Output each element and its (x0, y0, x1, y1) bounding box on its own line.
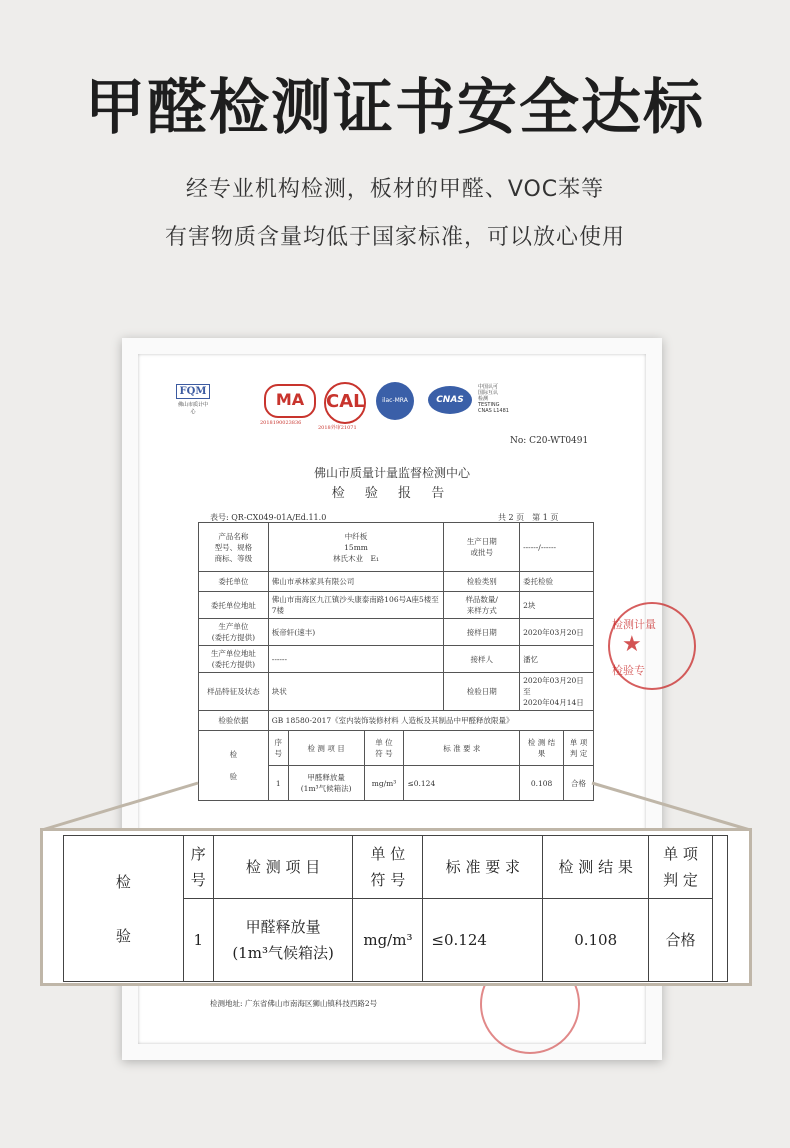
cnas-text-line: TESTING (478, 402, 500, 408)
results-header-judgement: 单 项 判 定 (564, 731, 594, 766)
zoomed-results-panel (40, 828, 752, 986)
zoom-row-unit: mg/m³ (353, 899, 423, 982)
zoom-header-item: 检 测 项 目 (213, 836, 353, 899)
zoom-header-standard: 标 准 要 求 (423, 836, 543, 899)
zoomed-results-table (63, 835, 728, 982)
results-section-label: 检 验 (199, 731, 269, 801)
cnas-logo: CNAS (428, 386, 472, 414)
zoom-edge-cell (712, 836, 727, 982)
test-type-value: 委托检验 (520, 572, 594, 592)
receive-date-label: 接样日期 (444, 619, 520, 646)
sample-qty-label: 样品数量/ 来样方式 (444, 592, 520, 619)
zoom-header-result: 检 测 结 果 (543, 836, 649, 899)
zoom-header-unit: 单 位 符 号 (353, 836, 423, 899)
test-type-label: 检验类别 (444, 572, 520, 592)
zoom-row-seq: 1 (183, 899, 213, 982)
test-date-label: 检验日期 (444, 673, 520, 711)
client-label: 委托单位 (199, 572, 269, 592)
zoom-section-char-2: 验 (115, 926, 131, 945)
result-judgement: 合格 (564, 766, 594, 801)
zoom-row-standard: ≤0.124 (423, 899, 543, 982)
zoom-section-char-1: 检 (115, 872, 131, 891)
client-address-value: 佛山市南海区九江镇沙头康泰南路106号A座5楼至7楼 (268, 592, 444, 619)
report-number: No: C20-WT0491 (510, 436, 589, 446)
zoom-row-result: 0.108 (543, 899, 649, 982)
results-header-item: 检 测 项 目 (288, 731, 364, 766)
basis-value: GB 18580-2017《室内装饰装修材料 人造板及其制品中甲醛释放限量》 (268, 711, 593, 731)
result-standard: ≤0.124 (404, 766, 520, 801)
prod-date-value: ------/------ (520, 523, 594, 572)
report-title: 检 验 报 告 (331, 486, 453, 501)
product-value: 中纤板 15mm 林氏木业 E₁ (268, 523, 444, 572)
page-info: 共 2 页 第 1 页 (498, 513, 559, 522)
connector-right (592, 783, 750, 830)
zoom-header-seq: 序 号 (183, 836, 213, 899)
result-item: 甲醛释放量 (1m³气候箱法) (288, 766, 364, 801)
product-label: 产品名称 型号、规格 商标、等级 (199, 523, 269, 572)
results-header-unit: 单 位 符 号 (364, 731, 404, 766)
maker-address-label: 生产单位地址 (委托方提供) (199, 646, 269, 673)
maker-value: 板帝轩(速丰) (268, 619, 444, 646)
test-address: 检测地址: 广东省佛山市南海区狮山镇科技西路2号 (210, 999, 378, 1008)
connector-left (42, 783, 198, 830)
form-number: 表号: QR-CX049-01A/Ed.11.0 (210, 513, 327, 522)
zoom-header-judgement: 单 项 判 定 (649, 836, 713, 899)
cnas-text-line: 国际互认 (478, 390, 499, 396)
subtitle-line-2: 有害物质含量均低于国家标准，可以放心使用 (164, 225, 625, 250)
receiver-value: 潘忆 (520, 646, 594, 673)
client-value: 佛山市承林家具有限公司 (268, 572, 444, 592)
zoom-row-item: 甲醛释放量 (1m³气候箱法) (213, 899, 353, 982)
zoom-row-judgement: 合格 (649, 899, 713, 982)
ilac-logo: ilac-MRA (376, 382, 414, 420)
results-header-standard: 标 准 要 求 (404, 731, 520, 766)
test-date-value: 2020年03月20日至 2020年04月14日 (520, 673, 594, 711)
result-value: 0.108 (520, 766, 564, 801)
feature-value: 块状 (268, 673, 444, 711)
cnas-text-line: 检测 (478, 396, 489, 402)
cnas-text-line: CNAS L1481 (478, 408, 509, 414)
results-header-result: 检 测 结 果 (520, 731, 564, 766)
cal-number: 2018外审21071 (318, 425, 357, 431)
organization-name: 佛山市质量计量监督检测中心 (313, 466, 470, 480)
stamp-star-icon: ★ (622, 632, 642, 657)
cnas-text-line: 中国认可 (478, 384, 499, 390)
result-seq: 1 (268, 766, 288, 801)
receiver-label: 接样人 (444, 646, 520, 673)
results-header-seq: 序 号 (268, 731, 288, 766)
prod-date-label: 生产日期 或批号 (444, 523, 520, 572)
subtitle-line-1: 经专业机构检测，板材的甲醛、VOC苯等 (185, 177, 605, 202)
ma-number: 2018190023836 (260, 420, 302, 426)
ma-logo: MA (264, 384, 316, 418)
feature-label: 样品特征及状态 (199, 673, 269, 711)
receive-date-value: 2020年03月20日 (520, 619, 594, 646)
maker-label: 生产单位 (委托方提供) (199, 619, 269, 646)
page-title: 甲醛检测证书安全达标 (85, 73, 705, 143)
fqm-logo-text: FQM (176, 384, 210, 399)
stamp-top-text: 检测计量 (612, 618, 656, 631)
client-address-label: 委托单位地址 (199, 592, 269, 619)
maker-address-value: ------ (268, 646, 444, 673)
result-unit: mg/m³ (364, 766, 404, 801)
zoom-section-label (64, 836, 184, 982)
sample-qty-value: 2块 (520, 592, 594, 619)
cal-logo: CAL (324, 382, 366, 424)
basis-label: 检验依据 (199, 711, 269, 731)
fqm-caption: 佛山市质计中心 (177, 402, 208, 415)
stamp-bottom-text: 检验专 (612, 664, 645, 677)
